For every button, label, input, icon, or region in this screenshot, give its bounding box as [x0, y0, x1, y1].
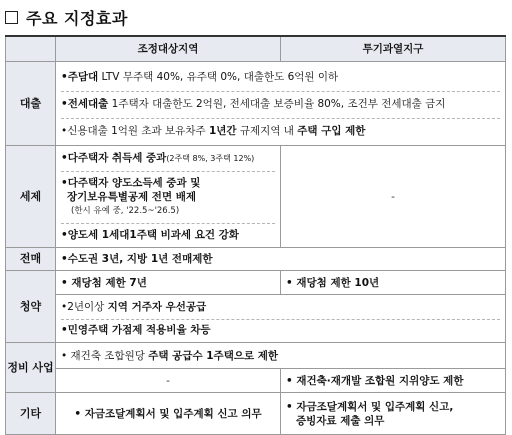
header-empty [6, 36, 56, 62]
designation-effects-table [5, 35, 506, 435]
table-row-redevelopment-2 [6, 369, 506, 393]
page-title: 주요 지정효과 [26, 8, 128, 28]
resale-cell: •수도권 3년, 지방 1년 전매제한 [56, 248, 506, 271]
category-tax: 세제 [6, 146, 56, 248]
subscription-common [56, 295, 506, 343]
category-resale: 전매 [6, 248, 56, 271]
redevelopment-common: • 재건축 조합원당 주택 공급수 1주택으로 제한 [56, 343, 506, 369]
table-row-resale [6, 248, 506, 271]
header-adjusted-zone: 조정대상지역 [56, 36, 281, 62]
etc-zone-a: • 자금조달계획서 및 입주계획 신고 의무 [56, 393, 281, 435]
etc-zone-b: • 자금조달계획서 및 입주계획 신고, 증빙자료 제출 의무 [281, 393, 506, 435]
subscription-zone-b: • 재당첨 제한 10년 [281, 271, 506, 295]
section-heading [5, 5, 128, 29]
tax-zone-b: - [281, 146, 506, 248]
loan-mortgage: •주담대 LTV 무주택 40%, 유주택 0%, 대출한도 6억원 이하 [61, 70, 339, 83]
category-subscription: 청약 [6, 271, 56, 343]
table-row-subscription [6, 271, 506, 295]
tax-exemption: •양도세 1세대1주택 비과세 요건 강화 [61, 223, 275, 244]
tax-acquisition: •다주택자 취득세 중과(2주택 8%, 3주택 12%) [61, 152, 255, 164]
table-row-redevelopment [6, 343, 506, 369]
subscription-points: •민영주택 가점제 적용비율 차등 [61, 319, 500, 339]
category-etc: 기타 [6, 393, 56, 435]
checkbox-icon [5, 11, 18, 24]
loan-cell [56, 62, 506, 146]
table-row-subscription-2 [6, 295, 506, 343]
table-row-loan [6, 62, 506, 146]
loan-jeonse: •전세대출 1주택자 대출한도 2억원, 전세대출 보증비율 80%, 조건부 전세대출 금지 [61, 91, 500, 113]
category-redevelopment: 정비 사업 [6, 343, 56, 393]
loan-credit: •신용대출 1억원 초과 보유차주 1년간 규제지역 내 주택 구입 제한 [61, 118, 500, 140]
redevelopment-zone-a: - [56, 369, 281, 393]
table-row-etc [6, 393, 506, 435]
table-row-tax [6, 146, 506, 248]
tax-zone-a [56, 146, 281, 248]
table-header-row [6, 36, 506, 62]
redevelopment-zone-b: • 재건축·재개발 조합원 지위양도 제한 [281, 369, 506, 393]
header-overheated-zone: 투기과열지구 [281, 36, 506, 62]
category-loan: 대출 [6, 62, 56, 146]
subscription-zone-a: • 재당첨 제한 7년 [56, 271, 281, 295]
tax-transfer: •다주택자 양도소득세 중과 및 장기보유특별공제 전면 배제 (한시 유예 중, '22.5~'26.5) [61, 171, 275, 220]
subscription-priority: •2년이상 지역 거주자 우선공급 [61, 301, 207, 313]
